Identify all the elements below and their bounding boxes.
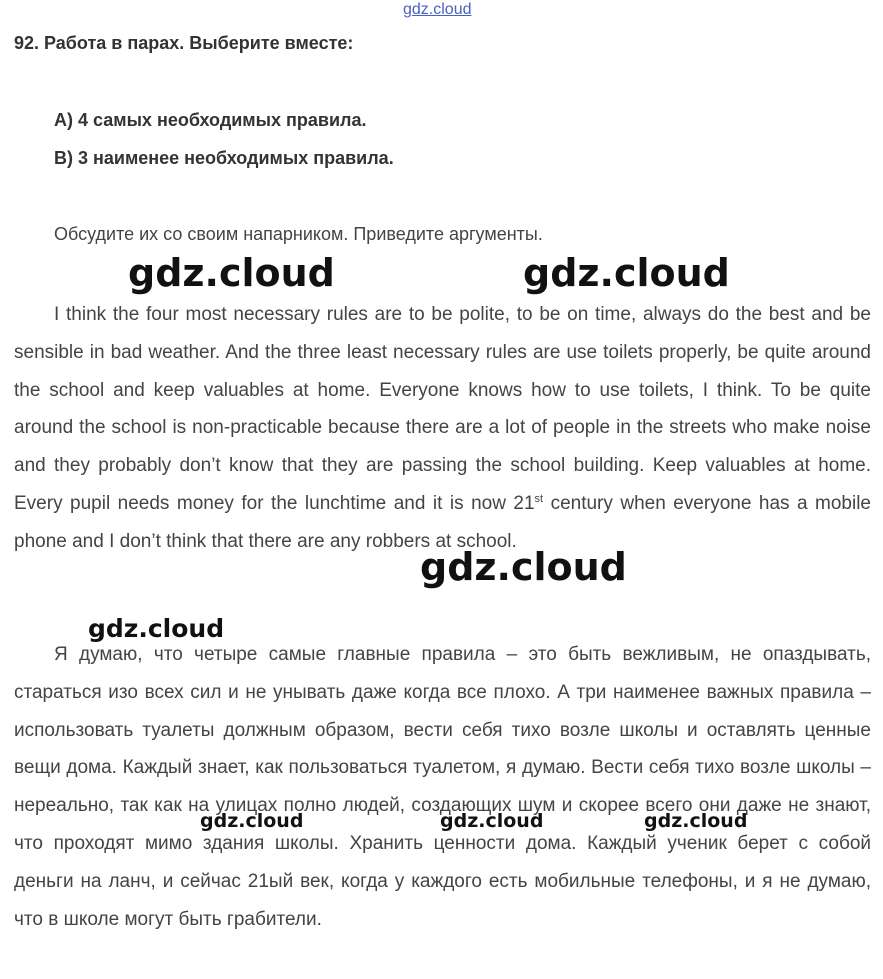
task-item-b: В) 3 наименее необходимых правила.	[54, 148, 394, 168]
watermark: gdz.cloud	[440, 810, 544, 832]
watermark: gdz.cloud	[644, 810, 748, 832]
watermark: gdz.cloud	[420, 545, 627, 589]
task-instruction: Обсудите их со своим напарником. Приведите аргументы.	[54, 224, 543, 244]
task-title: 92. Работа в парах. Выберите вместе:	[14, 33, 354, 53]
answer-english-part2: century when everyone has a mobile phone and I don’t think that there are any robbers at school.	[14, 492, 871, 552]
watermark: gdz.cloud	[88, 614, 225, 643]
watermark-link-top[interactable]: gdz.cloud	[403, 1, 472, 18]
answer-english-part1: I think the four most necessary rules are to be polite, to be on time, always do the best and be sensible in bad weather. And the three least necessary rules are use toilets properly, be quite around the school and keep valuables at home. Everyone knows how to use toilets, I think. To be quite around the school is non-practicable because there are a lot of people in the streets who make noise and they probably don’t know that they are passing the school building. Keep valuables at home. Every pupil needs money for the lunchtime and it is now 21	[14, 304, 871, 514]
ordinal-suffix: st	[534, 492, 544, 505]
watermark: gdz.cloud	[128, 251, 335, 295]
answer-russian: Я думаю, что четыре самые главные правила – это быть вежливым, не опаздывать, стараться изо всех сил и не унывать даже когда все плохо. А три наименее важных правила – использовать туалеты должным образом, вести себя тихо возле школы и оставлять ценные вещи дома. Каждый знает, как пользоваться туалетом, я думаю. Вести себя тихо возле школы – нереально, так как на улицах полно людей, создающих шум и скорее всего они даже не знают, что проходят мимо здания школы. Хранить ценности дома. Каждый ученик берет с собой деньги на ланч, и сейчас 21ый век, когда у каждого есть мобильные телефоны, и я не думаю, что в школе могут быть грабители.	[14, 644, 871, 930]
watermark: gdz.cloud	[523, 251, 730, 295]
answer-english	[14, 296, 871, 561]
task-item-a: А) 4 самых необходимых правила.	[54, 110, 367, 130]
watermark: gdz.cloud	[200, 810, 304, 832]
